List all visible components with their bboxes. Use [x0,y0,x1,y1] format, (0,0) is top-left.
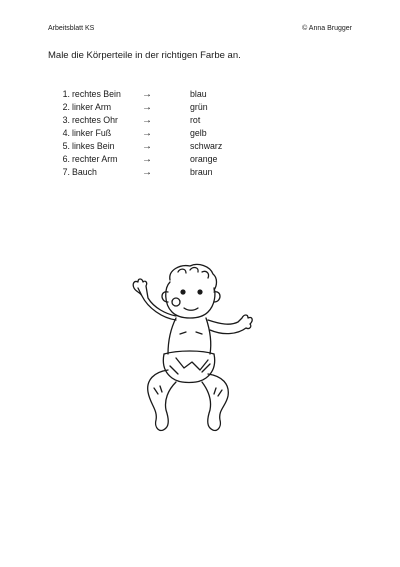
left-knee [154,386,162,394]
task-row [58,114,298,127]
torso-left [168,318,176,354]
task-body-part: rechtes Ohr [72,115,118,125]
task-number: 5. [62,141,70,151]
torso-right [206,318,211,354]
arrow-icon: → [142,141,152,152]
task-color: schwarz [190,141,223,151]
baby-drawing-icon [118,258,258,448]
left-leg [148,370,176,430]
chest-line [196,332,202,334]
diaper-fold [170,366,178,374]
header-left: Arbeitsblatt KS [48,25,95,32]
nose [172,298,180,306]
hair-curl [190,268,198,272]
task-body-part: linkes Bein [72,141,115,151]
left-ear [162,292,168,302]
arrow-icon: → [142,89,152,100]
arrow-icon: → [142,115,152,126]
task-row [58,101,298,114]
instruction-text: Male die Körperteile in der richtigen Farbe an. [48,50,241,61]
right-arm [208,315,252,334]
hair-curl [202,271,209,278]
diaper-body [163,354,214,383]
task-number: 6. [62,154,70,164]
task-color: blau [190,89,207,99]
right-leg [202,374,228,430]
task-body-part: linker Fuß [72,128,112,138]
right-knee [214,388,222,396]
task-color: braun [190,167,213,177]
task-number: 7. [62,167,70,177]
diaper-top [164,351,214,354]
arrow-icon: → [142,102,152,113]
task-number: 4. [62,128,70,138]
left-arm [133,279,176,320]
task-row [58,127,298,140]
chest-line [180,332,186,334]
arrow-icon: → [142,167,152,178]
left-eye [180,289,185,294]
task-number: 2. [62,102,70,112]
task-color: grün [190,102,208,112]
task-row [58,153,298,166]
arrow-icon: → [142,128,152,139]
task-body-part: linker Arm [72,102,112,112]
header-right: © Anna Brugger [302,25,352,32]
diaper-fold [176,358,208,370]
task-body-part: Bauch [72,167,97,177]
task-color: gelb [190,128,207,138]
task-color: orange [190,154,218,164]
task-body-part: rechter Arm [72,154,118,164]
task-number: 3. [62,115,70,125]
right-eye [197,289,202,294]
task-number: 1. [62,89,70,99]
task-color: rot [190,115,201,125]
task-row [58,166,298,179]
mouth [184,308,198,310]
task-body-part: rechtes Bein [72,89,121,99]
task-row [58,88,298,101]
hair-curl [178,269,186,273]
arrow-icon: → [142,154,152,165]
task-list [58,88,298,179]
task-row [58,140,298,153]
